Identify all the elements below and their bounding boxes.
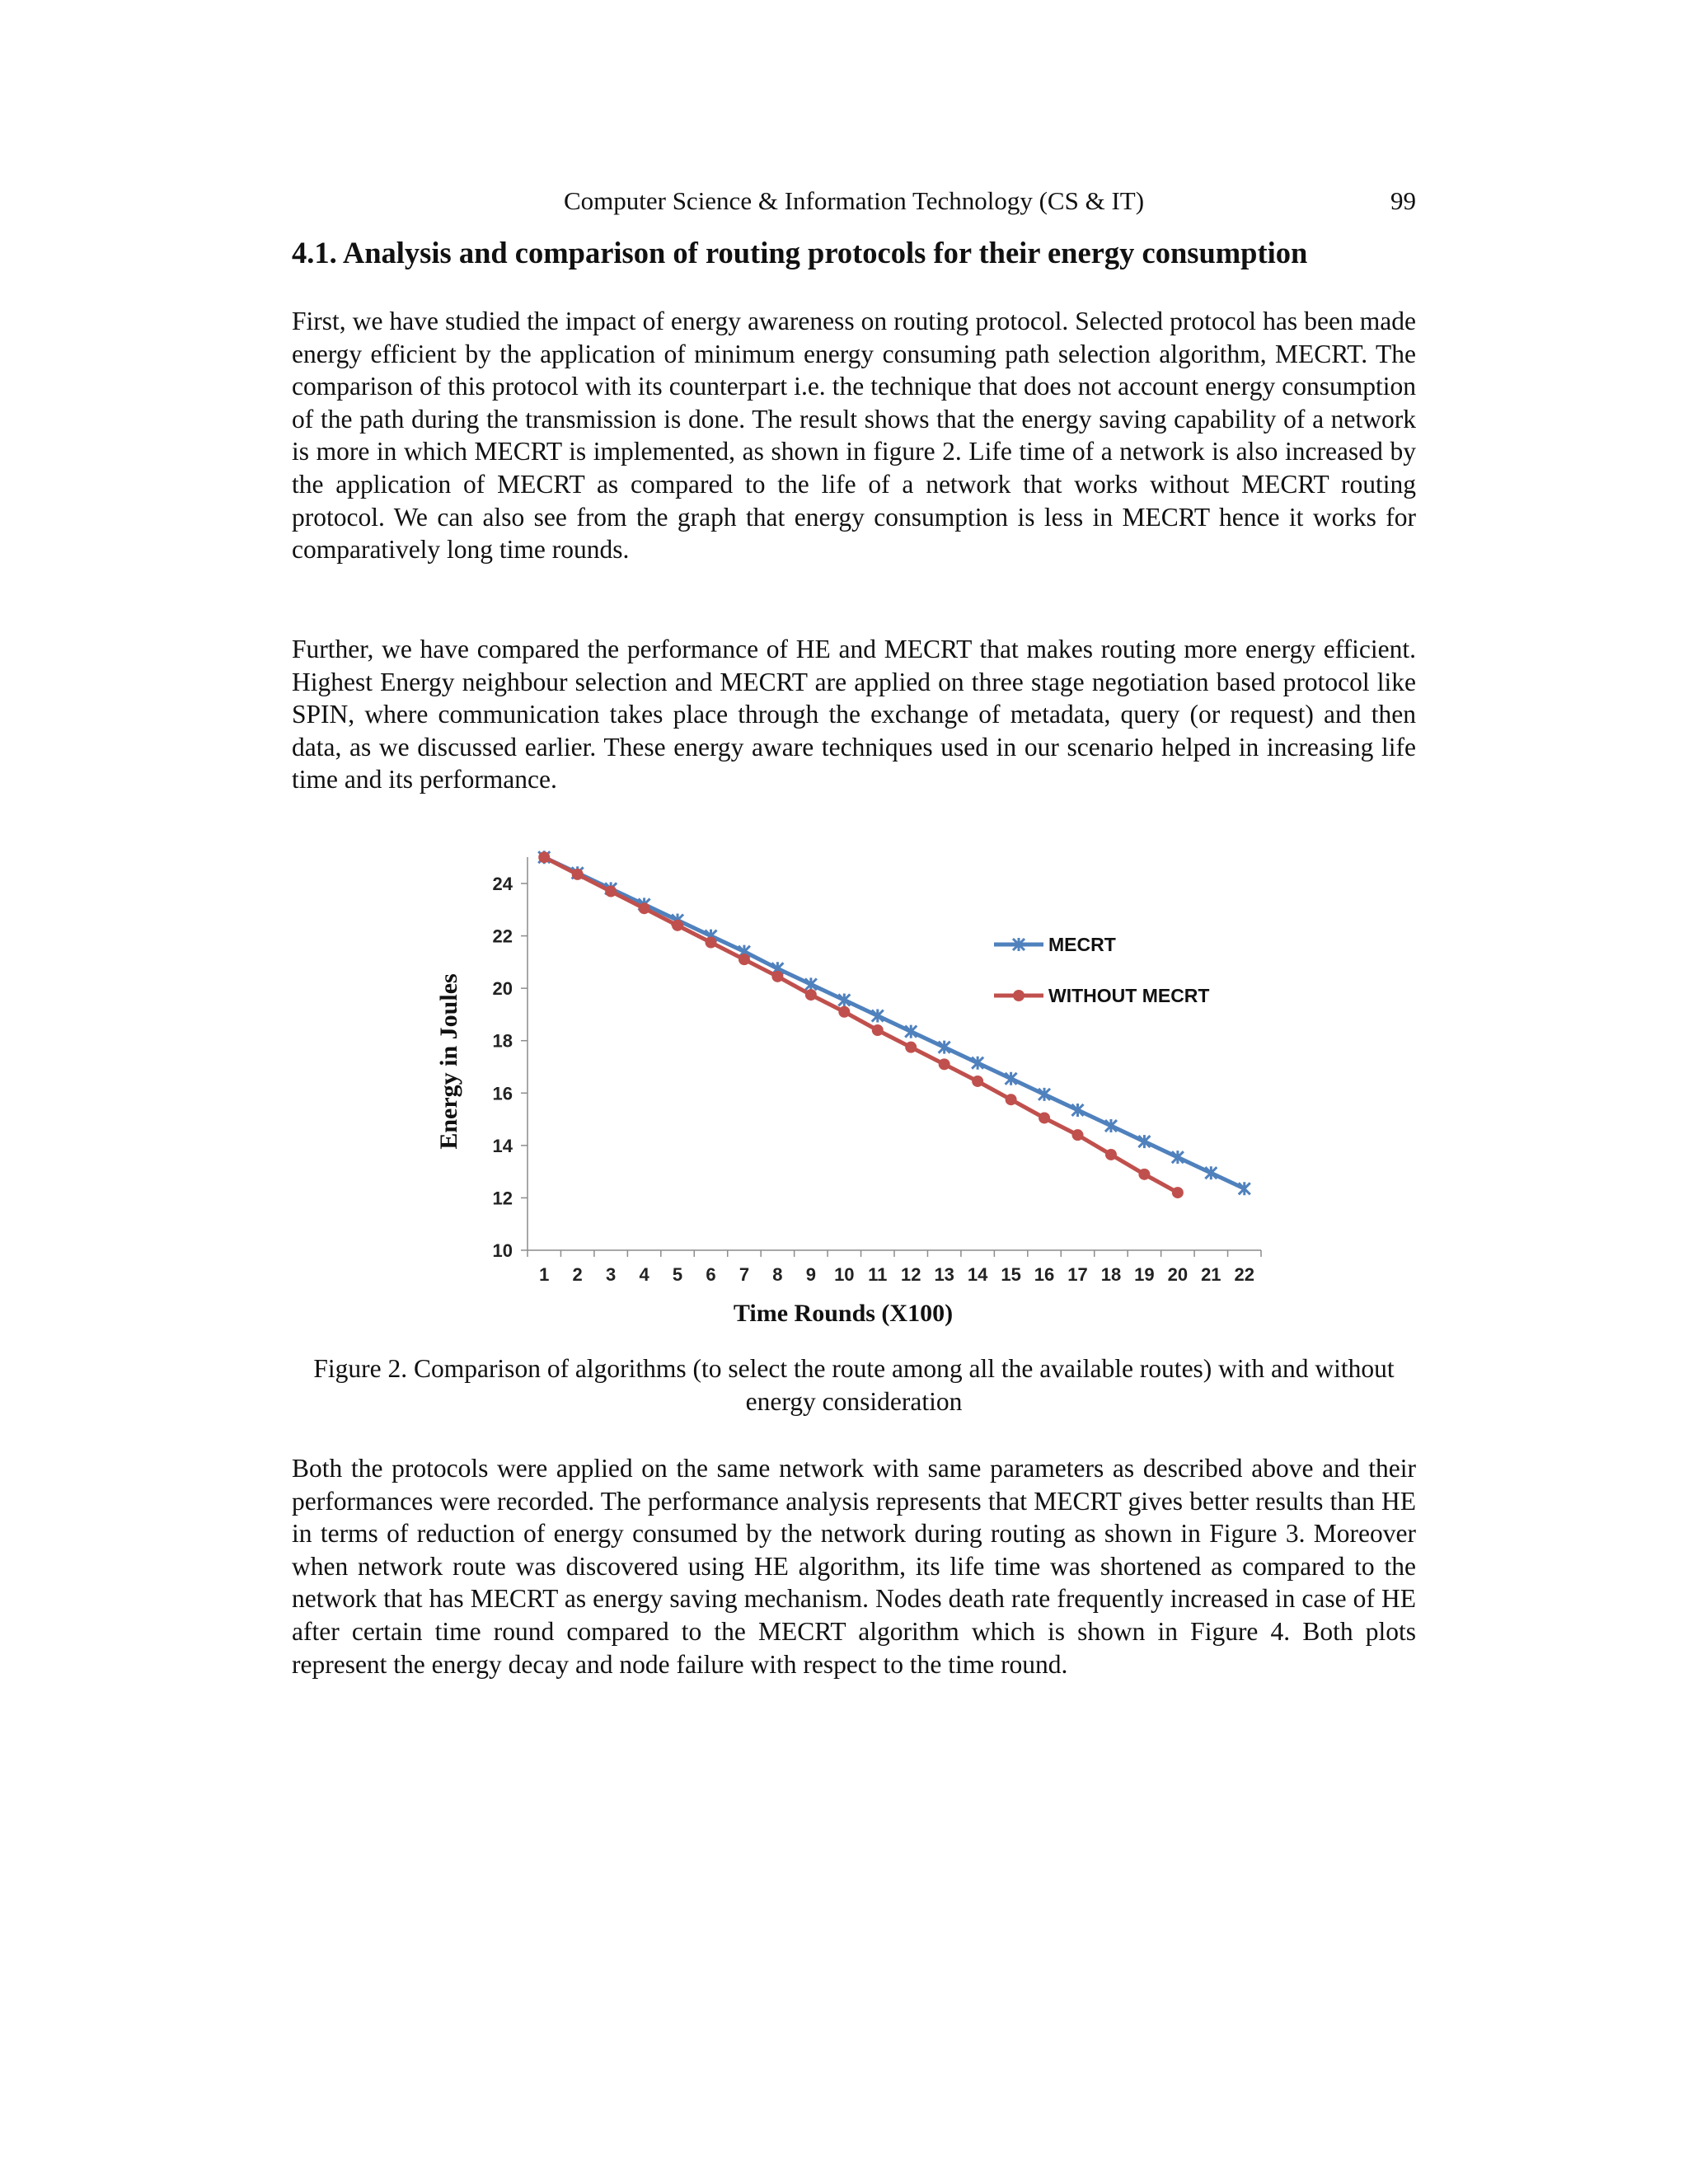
x-tick-label: 11 (868, 1264, 888, 1285)
data-point-without-mecrt (1006, 1094, 1017, 1105)
data-point-without-mecrt (1138, 1169, 1150, 1180)
legend-marker-circle (1013, 990, 1025, 1001)
x-tick-label: 10 (834, 1264, 855, 1285)
data-point-without-mecrt (572, 869, 584, 880)
x-tick-label: 7 (738, 1264, 750, 1285)
x-tick-label: 2 (572, 1264, 583, 1285)
data-point-without-mecrt (905, 1042, 917, 1053)
data-point-without-mecrt (538, 851, 550, 863)
x-tick-label: 19 (1134, 1264, 1155, 1285)
y-tick-label: 18 (492, 1030, 513, 1052)
data-point-without-mecrt (1072, 1129, 1084, 1141)
data-point-without-mecrt (605, 886, 617, 898)
x-tick-label: 13 (934, 1264, 954, 1285)
legend-label: WITHOUT MECRT (1048, 985, 1210, 1006)
data-point-without-mecrt (738, 954, 750, 965)
page-number: 99 (1390, 186, 1416, 215)
y-tick-label: 10 (492, 1240, 513, 1261)
figure-caption: Figure 2. Comparison of algorithms (to select the route among all the available routes) with and without energy consideration (313, 1354, 1395, 1416)
data-point-without-mecrt (939, 1058, 950, 1070)
y-tick-label: 16 (492, 1083, 513, 1104)
plot-area (435, 851, 1261, 1327)
data-point-without-mecrt (771, 971, 783, 982)
x-tick-label: 5 (672, 1264, 683, 1285)
x-tick-label: 18 (1100, 1264, 1122, 1285)
y-tick-label: 12 (492, 1188, 513, 1209)
x-tick-label: 14 (967, 1264, 988, 1285)
x-tick-label: 8 (772, 1264, 783, 1285)
y-axis-title: Energy in Joules (435, 973, 462, 1150)
x-tick-label: 9 (805, 1264, 816, 1285)
data-point-without-mecrt (805, 989, 817, 1001)
data-point-without-mecrt (1172, 1187, 1184, 1198)
figure-2 (429, 841, 1286, 1335)
x-axis-title: Time Rounds (X100) (733, 1300, 954, 1327)
data-point-without-mecrt (838, 1006, 850, 1018)
data-point-without-mecrt (706, 937, 717, 949)
data-point-without-mecrt (639, 902, 650, 914)
paragraph-2: Further, we have compared the performance of HE and MECRT that makes routing more energy efficient. Highest Energy neighbour selection and MECRT are applied on three stage negotiation based protocol like SPIN, where communication takes place through the exchange of metadata, query (or request) and then data, as we discussed earlier. These energy aware techniques used in our scenario helped in increasing life time and its performance. (292, 635, 1416, 794)
x-tick-label: 6 (706, 1264, 716, 1285)
paragraph-1: First, we have studied the impact of energy awareness on routing protocol. Selected protocol has been made energy efficient by the application of minimum energy consuming path selection algorithm, MECRT. The comparison of this protocol with its counterpart i.e. the technique that does not account energy consumption of the path during the transmission is done. The result shows that the energy saving capability of a network is more in which MECRT is implemented, as shown in figure 2. Life time of a network is also increased by the application of MECRT as compared to the life of a network that works without MECRT routing protocol. We can also see from the graph that energy consumption is less in MECRT hence it works for comparatively long time rounds. (292, 307, 1416, 565)
y-tick-label: 14 (492, 1135, 513, 1156)
y-tick-label: 24 (492, 874, 513, 894)
data-point-without-mecrt (1039, 1112, 1050, 1123)
x-tick-label: 20 (1167, 1264, 1189, 1285)
x-tick-label: 1 (539, 1264, 550, 1285)
x-tick-label: 12 (900, 1264, 921, 1285)
journal-title: Computer Science & Information Technology (CS & IT) (563, 186, 1145, 215)
data-point-without-mecrt (872, 1024, 884, 1036)
x-tick-label: 17 (1067, 1264, 1088, 1285)
section-heading: 4.1. Analysis and comparison of routing protocols for their energy consumption (292, 236, 1308, 269)
x-tick-label: 22 (1234, 1264, 1255, 1285)
data-point-without-mecrt (1105, 1149, 1117, 1160)
x-tick-label: 15 (1001, 1264, 1021, 1285)
running-header (292, 186, 1416, 219)
paragraph-3: Both the protocols were applied on the same network with same parameters as described above and their performances were recorded. The performance analysis represents that MECRT gives better results than HE in terms of reduction of energy consumed by the network during routing as shown in Figure 3. Moreover when network route was discovered using HE algorithm, its life time was shortened as compared to the network that has MECRT as energy saving mechanism. Nodes death rate frequently increased in case of HE after certain time round compared to the MECRT algorithm which is shown in Figure 4. Both plots represent the energy decay and node failure with respect to the time round. (292, 1454, 1416, 1679)
x-tick-label: 3 (606, 1264, 617, 1285)
y-tick-label: 20 (492, 978, 513, 1000)
x-tick-label: 16 (1034, 1264, 1055, 1285)
data-point-without-mecrt (672, 920, 683, 931)
energy-line-chart (429, 841, 1286, 1335)
legend-label: MECRT (1048, 934, 1116, 955)
y-tick-label: 22 (492, 926, 513, 947)
x-tick-label: 4 (639, 1264, 649, 1285)
x-tick-label: 21 (1201, 1264, 1221, 1285)
data-point-without-mecrt (972, 1076, 983, 1087)
